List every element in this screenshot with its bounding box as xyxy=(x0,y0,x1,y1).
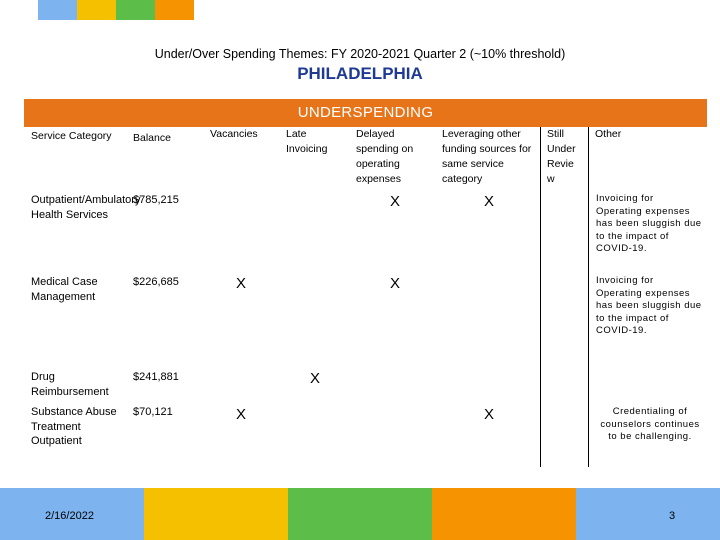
row-category: Outpatient/Ambulatory Health Services xyxy=(31,194,141,221)
row-category: Substance Abuse Treatment Outpatient xyxy=(31,406,117,447)
header-still-under-review xyxy=(547,127,587,187)
divider-review-left xyxy=(540,127,541,467)
divider-review-right xyxy=(588,127,589,467)
header-review-line: w xyxy=(547,173,555,185)
row-delayed-mark: X xyxy=(390,193,401,210)
footer-bar-green xyxy=(288,488,432,540)
page-number: 3 xyxy=(669,510,676,522)
top-bar-orange xyxy=(155,0,194,20)
footer-date: 2/16/2022 xyxy=(45,510,94,522)
header-vacancies: Vacancies xyxy=(210,128,258,140)
slide-subtitle: Under/Over Spending Themes: FY 2020-2021 Quarter 2 (~10% threshold) xyxy=(154,47,566,61)
row-other-note: Credentialing of counselors continues to be challenging. xyxy=(600,406,700,442)
header-service-category: Service Category xyxy=(31,130,112,142)
footer-color-bar xyxy=(0,488,720,540)
header-review-line: Under xyxy=(547,143,576,155)
row-balance: $70,121 xyxy=(133,406,173,418)
underspending-banner: UNDERSPENDING xyxy=(24,99,707,127)
top-bar-yellow xyxy=(77,0,116,20)
footer-bar-yellow xyxy=(144,488,288,540)
row-delayed-mark: X xyxy=(390,275,401,292)
row-leveraging-mark: X xyxy=(484,193,495,210)
header-review-line: Revie xyxy=(547,158,574,170)
header-other: Other xyxy=(595,128,622,140)
top-bar-green xyxy=(116,0,155,20)
top-color-bar xyxy=(38,0,194,20)
row-vacancies-mark: X xyxy=(236,275,247,292)
spending-table xyxy=(24,127,707,467)
header-leveraging-funding: Leveraging other funding sources for same service category xyxy=(442,128,532,185)
row-other-note: Invoicing for Operating expenses has been sluggish due to the impact of COVID-19. xyxy=(596,193,702,254)
row-balance: $226,685 xyxy=(133,276,179,288)
row-leveraging-mark: X xyxy=(484,406,495,423)
header-review-line: Still xyxy=(547,128,564,140)
row-late-invoicing-mark: X xyxy=(310,370,321,387)
row-category: Drug Reimbursement xyxy=(31,371,109,398)
row-vacancies-mark: X xyxy=(236,406,247,423)
header-late-invoicing: Late Invoicing xyxy=(286,128,328,155)
header-delayed-spending: Delayed spending on operating expenses xyxy=(356,128,414,185)
row-balance: $241,881 xyxy=(133,371,179,383)
header-balance: Balance xyxy=(133,132,171,144)
footer-bar-blue-2 xyxy=(576,488,720,540)
slide-title: PHILADELPHIA xyxy=(297,64,423,83)
top-bar-blue xyxy=(38,0,77,20)
row-balance: $785,215 xyxy=(133,194,179,206)
footer-bar-orange xyxy=(432,488,576,540)
row-category: Medical Case Management xyxy=(31,276,98,303)
row-other-note: Invoicing for Operating expenses has been sluggish due to the impact of COVID-19. xyxy=(596,275,702,336)
